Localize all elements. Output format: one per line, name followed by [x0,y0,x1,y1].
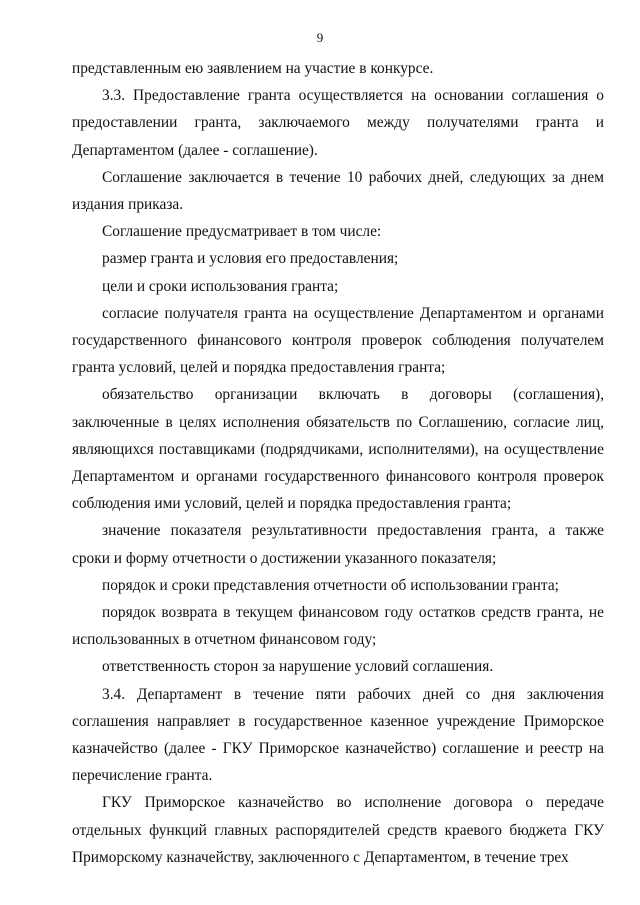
list-item-reporting: порядок и сроки представления отчетности об использовании гранта; [102,576,559,594]
list-item-responsibility: ответственность сторон за нарушение условий соглашения. [102,658,494,676]
list-item-indicator: значение показателя результативности предоставления гранта, а также сроки и форму отчетности о достижении указанного показателя; [72,522,604,567]
page-number: 9 [316,30,324,45]
paragraph-3-4: 3.4. Департамент в течение пяти рабочих дней со дня заключения соглашения направляет в государственное казенное учреждение Приморское казначейство (далее - ГКУ Приморское казначейство) соглашение и реестр на перечисление гранта. [72,685,604,785]
paragraph-agreement-term: Соглашение заключается в течение 10 рабочих дней, следующих за днем издания приказа. [72,168,604,214]
paragraph-treasury: ГКУ Приморское казначейство во исполнение договора о передаче отдельных функций главных распорядителей средств краевого бюджета ГКУ Приморскому казначейству, заключенного с Департаментом, в течение трех [72,794,604,866]
list-item-goals: цели и сроки использования гранта; [102,277,339,295]
document-body [72,55,604,871]
list-item-grant-size: размер гранта и условия его предоставления; [102,250,399,268]
paragraph-3-3: 3.3. Предоставление гранта осуществляется на основании соглашения о предоставлении гранта, заключаемого между получателями гранта и Департаментом (далее - соглашение). [72,87,604,159]
list-item-consent: согласие получателя гранта на осуществление Департаментом и органами государственного финансового контроля проверок соблюдения получателем гранта условий, целей и порядка предоставления гранта; [72,304,604,377]
list-item-return: порядок возврата в текущем финансовом году остатков средств гранта, не использованных в отчетном финансовом году; [72,604,604,649]
paragraph-agreement-provides: Соглашение предусматривает в том числе: [102,223,382,241]
paragraph-continuation: представленным ею заявлением на участие в конкурсе. [72,60,434,77]
list-item-obligation: обязательство организации включать в договоры (соглашения), заключенные в целях исполнения обязательств по Соглашению, согласие лиц, являющихся поставщиками (подрядчиками, исполнителями), на осуществление Департаментом и органами государственного финансового контроля проверок соблюдения ими условий, целей и порядка предоставления гранта; [72,386,604,513]
